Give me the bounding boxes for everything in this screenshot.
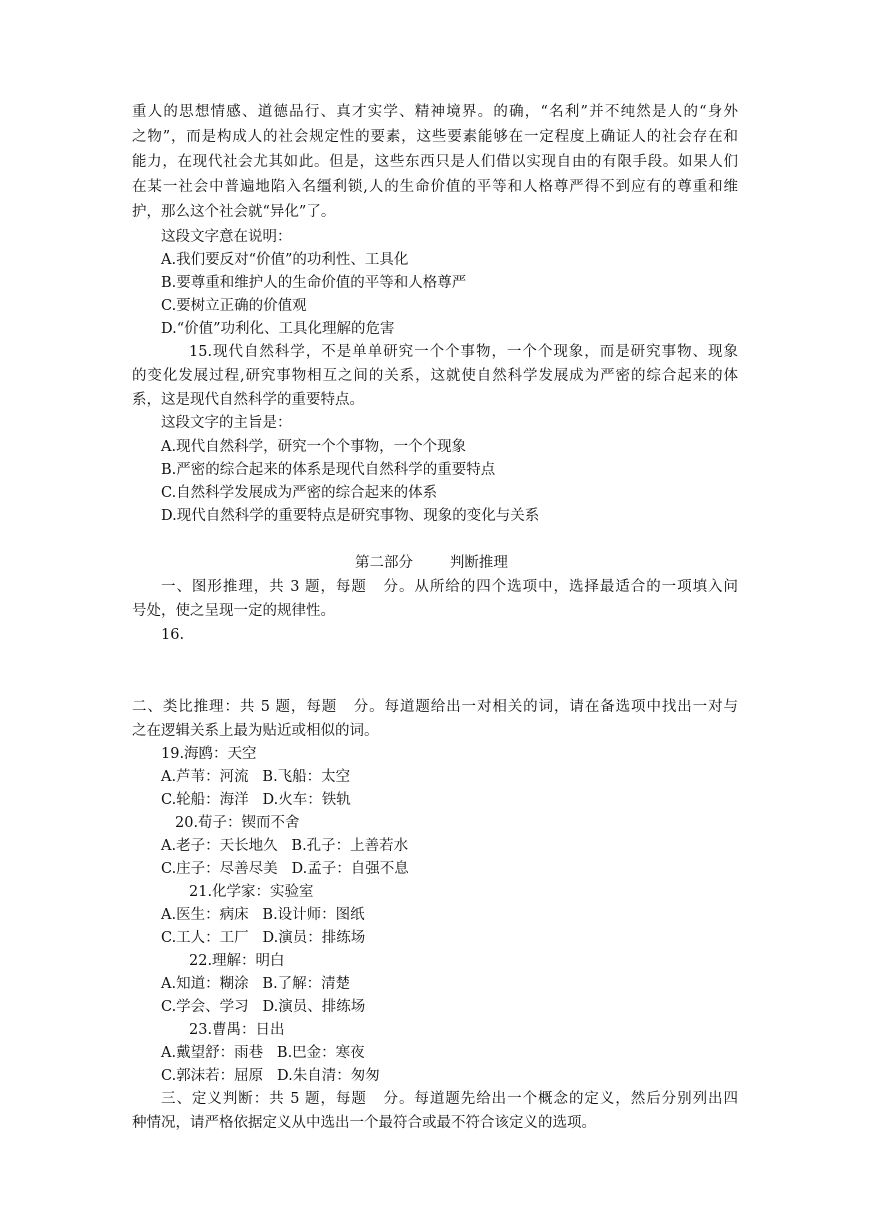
question-21-options-cd: C.工人：工厂 D.演员：排练场 [161,930,366,946]
passage-14-line-1: 重人的思想情感、道德品行、真才实学、精神境界。的确，“名利”并不纯然是人的“身外 [132,104,738,120]
section-3-line-1: 三、定义判断：共 5 题，每题 分。每道题先给出一个概念的定义，然后分别列出四 [161,1091,738,1107]
question-23-options-cd: C.郭沫若：屈原 D.朱自清：匆匆 [161,1068,380,1084]
question-22-options-ab: A.知道：糊涂 B.了解：清楚 [161,976,351,992]
question-15-line-3: 系，这是现代自然科学的重要特点。 [132,392,364,408]
passage-14-line-2: 之物”，而是构成人的社会规定性的要素，这些要素能够在一定程度上确证人的社会存在和 [132,129,738,145]
question-15-stem: 这段文字的主旨是： [161,415,292,431]
section-2-line-2: 之在逻辑关系上最为贴近或相似的词。 [132,723,379,739]
question-15-option-a: A.现代自然科学，研究一个个事物，一个个现象 [161,439,467,455]
passage-14-line-5: 护，那么这个社会就“异化”了。 [132,204,336,220]
question-21: 21.化学家：实验室 [189,884,314,900]
question-15-line-2: 的变化发展过程,研究事物相互之间的关系，这就使自然科学发展成为严密的综合起来的体 [132,368,738,384]
section-1-line-1: 一、图形推理，共 3 题，每题 分。从所给的四个选项中，选择最适合的一项填入问 [161,579,738,595]
question-14-option-a: A.我们要反对“价值”的功利性、工具化 [161,252,409,268]
question-19-options-ab: A.芦苇：河流 B.飞船：太空 [161,769,351,785]
question-15-line-1: 15.现代自然科学，不是单单研究一个个事物，一个个现象，而是研究事物、现象 [189,344,738,360]
question-20-options-cd: C.庄子：尽善尽美 D.孟子：自强不息 [161,861,409,877]
question-15-option-c: C.自然科学发展成为严密的综合起来的体系 [161,485,438,501]
question-23-options-ab: A.戴望舒：雨巷 B.巴金：寒夜 [161,1045,365,1061]
section-1-line-2: 号处，使之呈现一定的规律性。 [132,603,335,619]
question-22-options-cd: C.学会、学习 D.演员、排练场 [161,999,366,1015]
passage-14-line-4: 在某一社会中普遍地陷入名缰利锁,人的生命价值的平等和人格尊严得不到应有的尊重和维 [132,179,738,195]
question-19: 19.海鸥：天空 [161,746,257,762]
passage-14-line-3: 能力，在现代社会尤其如此。但是，这些东西只是人们借以实现自由的有限手段。如果人们 [132,154,738,170]
section-3-line-2: 种情况，请严格依据定义从中选出一个最符合或最不符合该定义的选项。 [132,1115,596,1131]
question-19-options-cd: C.轮船：海洋 D.火车：铁轨 [161,792,351,808]
question-14-option-b: B.要尊重和维护人的生命价值的平等和人格尊严 [161,275,467,291]
question-20: 20.荀子：锲而不舍 [175,815,300,831]
question-15-option-d: D.现代自然科学的重要特点是研究事物、现象的变化与关系 [161,508,540,524]
part-2-title: 第二部分 判断推理 [355,555,508,571]
question-22: 22.理解：明白 [189,953,285,969]
section-2-line-1: 二、类比推理：共 5 题，每题 分。每道题给出一对相关的词，请在备选项中找出一对与 [132,699,738,715]
question-14-option-c: C.要树立正确的价值观 [161,298,307,314]
question-21-options-ab: A.医生：病床 B.设计师：图纸 [161,907,365,923]
question-16: 16. [161,627,185,643]
question-20-options-ab: A.老子：天长地久 B.孔子：上善若水 [161,838,409,854]
question-23: 23.曹禺：日出 [189,1022,285,1038]
question-14-option-d: D.“价值”功利化、工具化理解的危害 [161,321,395,337]
question-15-option-b: B.严密的综合起来的体系是现代自然科学的重要特点 [161,462,496,478]
question-14-stem: 这段文字意在说明： [161,229,292,245]
